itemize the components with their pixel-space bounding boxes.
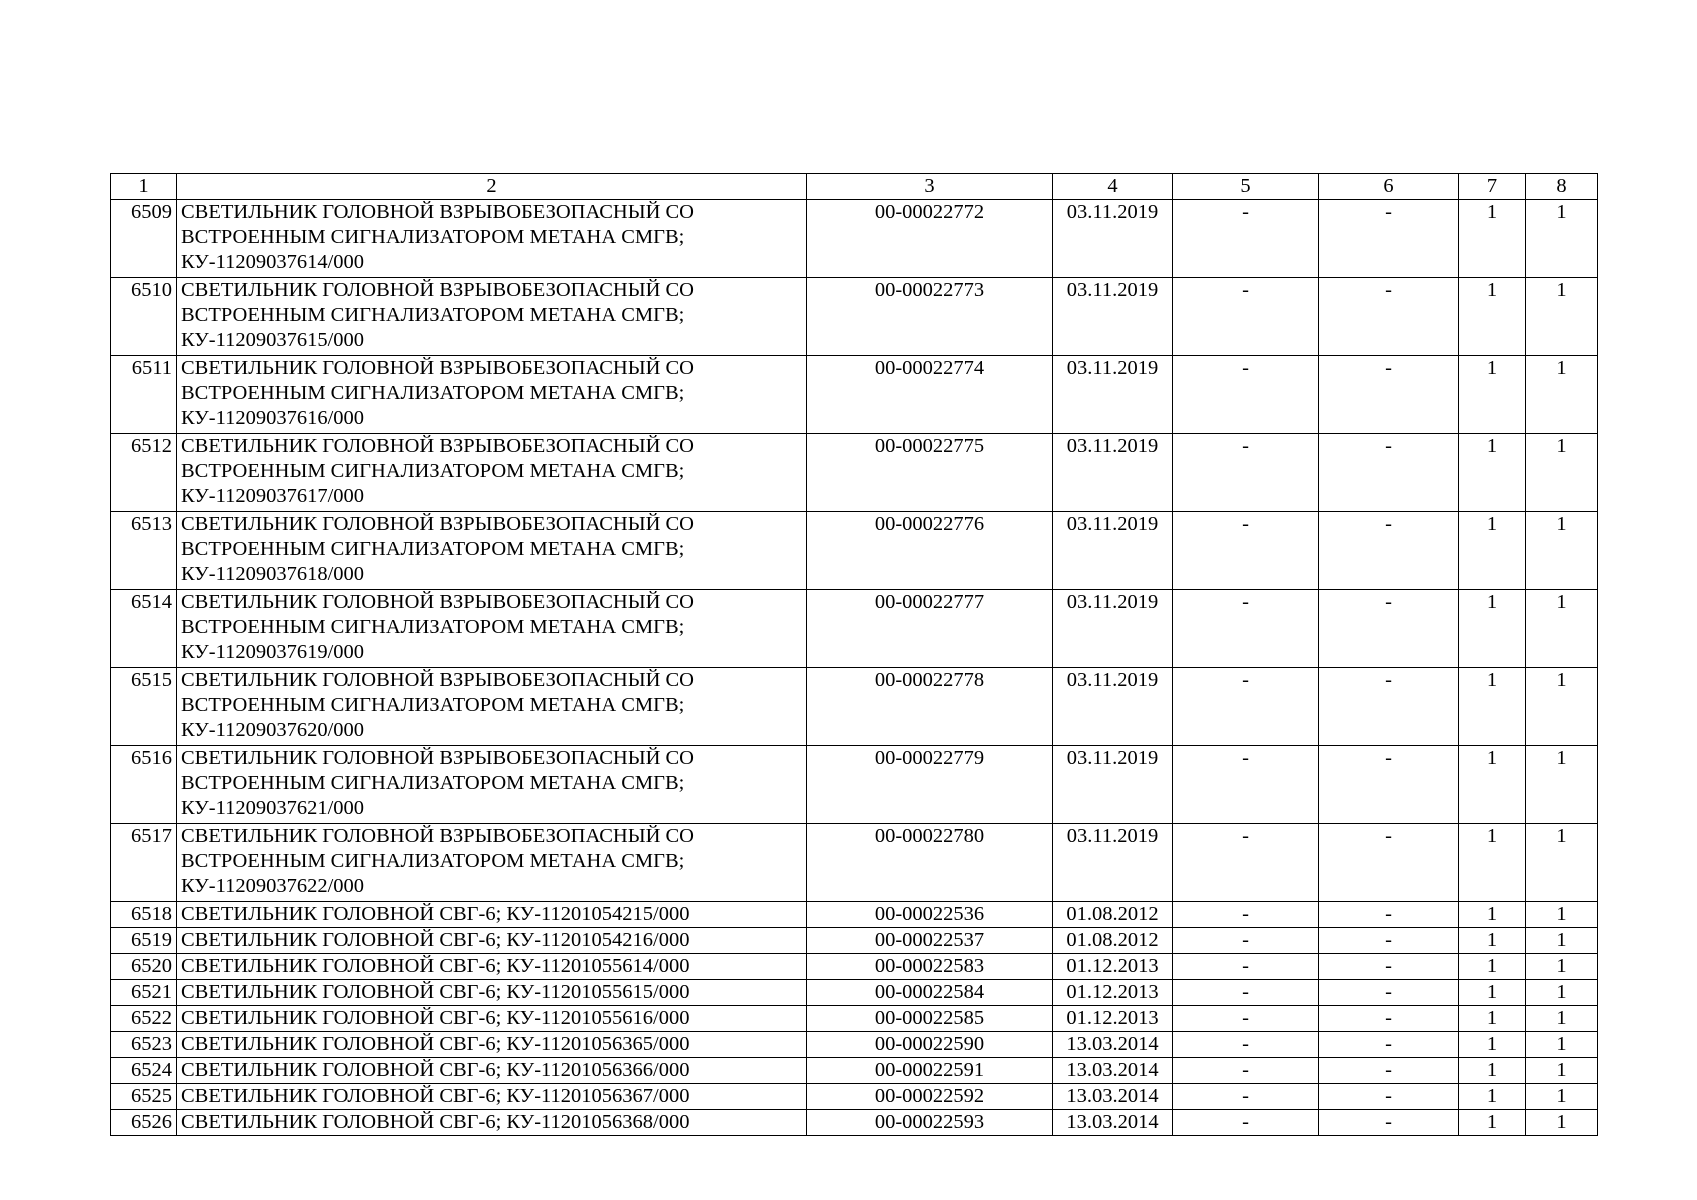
table-row [111,1110,1598,1136]
item-description [177,928,807,954]
column-number: 2 [177,174,807,200]
item-description-line: ВСТРОЕННЫМ СИГНАЛИЗАТОРОМ МЕТАНА СМГВ; [181,382,685,404]
column-5-value: - [1173,928,1319,954]
column-5-value: - [1173,1084,1319,1110]
item-description-line: СВЕТИЛЬНИК ГОЛОВНОЙ СВГ-6; КУ-11201056365/000 [181,1033,690,1055]
column-6-value: - [1319,356,1459,434]
item-description-line: СВЕТИЛЬНИК ГОЛОВНОЙ ВЗРЫВОБЕЗОПАСНЫЙ СО [181,201,694,223]
item-description-line: СВЕТИЛЬНИК ГОЛОВНОЙ ВЗРЫВОБЕЗОПАСНЫЙ СО [181,279,694,301]
row-number: 6521 [111,980,177,1006]
column-8-value: 1 [1526,980,1598,1006]
item-description-line: СВЕТИЛЬНИК ГОЛОВНОЙ ВЗРЫВОБЕЗОПАСНЫЙ СО [181,513,694,535]
column-8-value: 1 [1526,954,1598,980]
item-description-line: СВЕТИЛЬНИК ГОЛОВНОЙ СВГ-6; КУ-11201056367/000 [181,1085,690,1107]
column-7-value: 1 [1459,954,1526,980]
item-description [177,824,807,902]
column-7-value: 1 [1459,746,1526,824]
column-7-value: 1 [1459,980,1526,1006]
column-number: 6 [1319,174,1459,200]
inventory-code: 00-00022777 [807,590,1053,668]
item-description [177,1032,807,1058]
row-number: 6523 [111,1032,177,1058]
row-number: 6524 [111,1058,177,1084]
asset-register-table [110,173,1598,1136]
item-description-line: ВСТРОЕННЫМ СИГНАЛИЗАТОРОМ МЕТАНА СМГВ; [181,616,685,638]
item-description-line: ВСТРОЕННЫМ СИГНАЛИЗАТОРОМ МЕТАНА СМГВ; [181,772,685,794]
item-description-line: КУ-11209037619/000 [181,641,365,663]
item-description-line: КУ-11209037616/000 [181,407,365,429]
commission-date: 13.03.2014 [1053,1084,1173,1110]
item-description [177,1006,807,1032]
column-6-value: - [1319,434,1459,512]
table-row [111,668,1598,746]
column-8-value: 1 [1526,1058,1598,1084]
commission-date: 01.08.2012 [1053,928,1173,954]
column-5-value: - [1173,1058,1319,1084]
inventory-code: 00-00022593 [807,1110,1053,1136]
column-6-value: - [1319,746,1459,824]
inventory-code: 00-00022778 [807,668,1053,746]
table-row [111,434,1598,512]
column-number: 1 [111,174,177,200]
item-description [177,1110,807,1136]
inventory-code: 00-00022779 [807,746,1053,824]
inventory-code: 00-00022773 [807,278,1053,356]
column-6-value: - [1319,1058,1459,1084]
item-description-line: ВСТРОЕННЫМ СИГНАЛИЗАТОРОМ МЕТАНА СМГВ; [181,850,685,872]
column-7-value: 1 [1459,512,1526,590]
column-8-value: 1 [1526,512,1598,590]
column-8-value: 1 [1526,278,1598,356]
item-description [177,954,807,980]
column-8-value: 1 [1526,434,1598,512]
commission-date: 01.12.2013 [1053,954,1173,980]
column-6-value: - [1319,1084,1459,1110]
item-description [177,200,807,278]
column-number: 8 [1526,174,1598,200]
table-row [111,902,1598,928]
column-8-value: 1 [1526,1110,1598,1136]
column-8-value: 1 [1526,1084,1598,1110]
commission-date: 13.03.2014 [1053,1058,1173,1084]
inventory-code: 00-00022774 [807,356,1053,434]
row-number: 6516 [111,746,177,824]
column-6-value: - [1319,1032,1459,1058]
column-5-value: - [1173,1006,1319,1032]
table-row [111,1084,1598,1110]
commission-date: 01.12.2013 [1053,980,1173,1006]
column-6-value: - [1319,954,1459,980]
row-number: 6510 [111,278,177,356]
column-6-value: - [1319,1006,1459,1032]
column-7-value: 1 [1459,434,1526,512]
column-6-value: - [1319,590,1459,668]
column-5-value: - [1173,902,1319,928]
column-5-value: - [1173,434,1319,512]
table-row [111,824,1598,902]
column-8-value: 1 [1526,356,1598,434]
column-7-value: 1 [1459,1006,1526,1032]
inventory-code: 00-00022776 [807,512,1053,590]
commission-date: 03.11.2019 [1053,746,1173,824]
commission-date: 13.03.2014 [1053,1032,1173,1058]
table-row [111,590,1598,668]
column-7-value: 1 [1459,1084,1526,1110]
inventory-code: 00-00022583 [807,954,1053,980]
item-description [177,1058,807,1084]
item-description-line: СВЕТИЛЬНИК ГОЛОВНОЙ СВГ-6; КУ-11201054216/000 [181,929,690,951]
row-number: 6518 [111,902,177,928]
table-row [111,928,1598,954]
row-number: 6513 [111,512,177,590]
column-6-value: - [1319,512,1459,590]
column-7-value: 1 [1459,356,1526,434]
column-8-value: 1 [1526,668,1598,746]
column-5-value: - [1173,824,1319,902]
item-description-line: СВЕТИЛЬНИК ГОЛОВНОЙ ВЗРЫВОБЕЗОПАСНЫЙ СО [181,669,694,691]
table-row [111,980,1598,1006]
column-5-value: - [1173,1032,1319,1058]
commission-date: 01.12.2013 [1053,1006,1173,1032]
row-number: 6509 [111,200,177,278]
table-row [111,746,1598,824]
column-7-value: 1 [1459,928,1526,954]
item-description [177,746,807,824]
item-description-line: СВЕТИЛЬНИК ГОЛОВНОЙ СВГ-6; КУ-11201056368/000 [181,1111,690,1133]
table-row [111,278,1598,356]
column-number-row [111,174,1598,200]
item-description-line: КУ-11209037617/000 [181,485,365,507]
column-6-value: - [1319,278,1459,356]
item-description-line: СВЕТИЛЬНИК ГОЛОВНОЙ СВГ-6; КУ-11201054215/000 [181,903,690,925]
column-5-value: - [1173,356,1319,434]
commission-date: 03.11.2019 [1053,824,1173,902]
table-row [111,1006,1598,1032]
commission-date: 01.08.2012 [1053,902,1173,928]
item-description-line: КУ-11209037621/000 [181,797,365,819]
row-number: 6511 [111,356,177,434]
table-row [111,512,1598,590]
table-row [111,1032,1598,1058]
commission-date: 03.11.2019 [1053,590,1173,668]
column-5-value: - [1173,1110,1319,1136]
item-description [177,902,807,928]
inventory-code: 00-00022591 [807,1058,1053,1084]
commission-date: 03.11.2019 [1053,512,1173,590]
item-description-line: СВЕТИЛЬНИК ГОЛОВНОЙ ВЗРЫВОБЕЗОПАСНЫЙ СО [181,825,694,847]
inventory-code: 00-00022772 [807,200,1053,278]
inventory-code: 00-00022536 [807,902,1053,928]
column-7-value: 1 [1459,200,1526,278]
column-8-value: 1 [1526,200,1598,278]
item-description-line: ВСТРОЕННЫМ СИГНАЛИЗАТОРОМ МЕТАНА СМГВ; [181,460,685,482]
item-description-line: КУ-11209037614/000 [181,251,365,273]
column-5-value: - [1173,200,1319,278]
column-8-value: 1 [1526,902,1598,928]
column-6-value: - [1319,824,1459,902]
column-5-value: - [1173,590,1319,668]
column-6-value: - [1319,928,1459,954]
table-row [111,356,1598,434]
commission-date: 03.11.2019 [1053,434,1173,512]
item-description-line: СВЕТИЛЬНИК ГОЛОВНОЙ СВГ-6; КУ-11201056366/000 [181,1059,690,1081]
item-description [177,980,807,1006]
table-row [111,200,1598,278]
column-6-value: - [1319,902,1459,928]
commission-date: 03.11.2019 [1053,356,1173,434]
column-7-value: 1 [1459,902,1526,928]
column-8-value: 1 [1526,746,1598,824]
row-number: 6512 [111,434,177,512]
item-description-line: ВСТРОЕННЫМ СИГНАЛИЗАТОРОМ МЕТАНА СМГВ; [181,304,685,326]
column-7-value: 1 [1459,1058,1526,1084]
row-number: 6520 [111,954,177,980]
item-description-line: СВЕТИЛЬНИК ГОЛОВНОЙ ВЗРЫВОБЕЗОПАСНЫЙ СО [181,591,694,613]
column-7-value: 1 [1459,590,1526,668]
item-description-line: КУ-11209037620/000 [181,719,365,741]
row-number: 6517 [111,824,177,902]
inventory-code: 00-00022584 [807,980,1053,1006]
column-6-value: - [1319,200,1459,278]
row-number: 6522 [111,1006,177,1032]
row-number: 6519 [111,928,177,954]
column-number: 7 [1459,174,1526,200]
inventory-code: 00-00022590 [807,1032,1053,1058]
commission-date: 03.11.2019 [1053,200,1173,278]
row-number: 6526 [111,1110,177,1136]
item-description [177,434,807,512]
inventory-code: 00-00022585 [807,1006,1053,1032]
item-description-line: СВЕТИЛЬНИК ГОЛОВНОЙ СВГ-6; КУ-11201055615/000 [181,981,690,1003]
commission-date: 03.11.2019 [1053,278,1173,356]
column-5-value: - [1173,746,1319,824]
column-7-value: 1 [1459,278,1526,356]
row-number: 6514 [111,590,177,668]
column-number: 3 [807,174,1053,200]
inventory-code: 00-00022775 [807,434,1053,512]
commission-date: 13.03.2014 [1053,1110,1173,1136]
item-description [177,1084,807,1110]
item-description [177,278,807,356]
column-7-value: 1 [1459,824,1526,902]
column-7-value: 1 [1459,668,1526,746]
column-6-value: - [1319,668,1459,746]
column-8-value: 1 [1526,1032,1598,1058]
column-6-value: - [1319,1110,1459,1136]
column-8-value: 1 [1526,824,1598,902]
item-description [177,356,807,434]
inventory-code: 00-00022537 [807,928,1053,954]
item-description [177,668,807,746]
column-7-value: 1 [1459,1032,1526,1058]
item-description-line: СВЕТИЛЬНИК ГОЛОВНОЙ ВЗРЫВОБЕЗОПАСНЫЙ СО [181,747,694,769]
row-number: 6525 [111,1084,177,1110]
column-5-value: - [1173,668,1319,746]
column-number: 5 [1173,174,1319,200]
item-description-line: КУ-11209037618/000 [181,563,365,585]
table-row [111,954,1598,980]
item-description [177,590,807,668]
item-description-line: ВСТРОЕННЫМ СИГНАЛИЗАТОРОМ МЕТАНА СМГВ; [181,226,685,248]
inventory-code: 00-00022592 [807,1084,1053,1110]
item-description-line: ВСТРОЕННЫМ СИГНАЛИЗАТОРОМ МЕТАНА СМГВ; [181,694,685,716]
column-5-value: - [1173,512,1319,590]
column-8-value: 1 [1526,1006,1598,1032]
column-5-value: - [1173,954,1319,980]
row-number: 6515 [111,668,177,746]
item-description-line: КУ-11209037615/000 [181,329,365,351]
column-number: 4 [1053,174,1173,200]
item-description-line: СВЕТИЛЬНИК ГОЛОВНОЙ ВЗРЫВОБЕЗОПАСНЫЙ СО [181,357,694,379]
item-description-line: СВЕТИЛЬНИК ГОЛОВНОЙ СВГ-6; КУ-11201055616/000 [181,1007,690,1029]
table-row [111,1058,1598,1084]
column-5-value: - [1173,980,1319,1006]
column-5-value: - [1173,278,1319,356]
column-8-value: 1 [1526,590,1598,668]
item-description-line: СВЕТИЛЬНИК ГОЛОВНОЙ СВГ-6; КУ-11201055614/000 [181,955,690,977]
column-7-value: 1 [1459,1110,1526,1136]
item-description-line: СВЕТИЛЬНИК ГОЛОВНОЙ ВЗРЫВОБЕЗОПАСНЫЙ СО [181,435,694,457]
column-6-value: - [1319,980,1459,1006]
item-description-line: КУ-11209037622/000 [181,875,365,897]
column-8-value: 1 [1526,928,1598,954]
item-description [177,512,807,590]
inventory-code: 00-00022780 [807,824,1053,902]
item-description-line: ВСТРОЕННЫМ СИГНАЛИЗАТОРОМ МЕТАНА СМГВ; [181,538,685,560]
commission-date: 03.11.2019 [1053,668,1173,746]
